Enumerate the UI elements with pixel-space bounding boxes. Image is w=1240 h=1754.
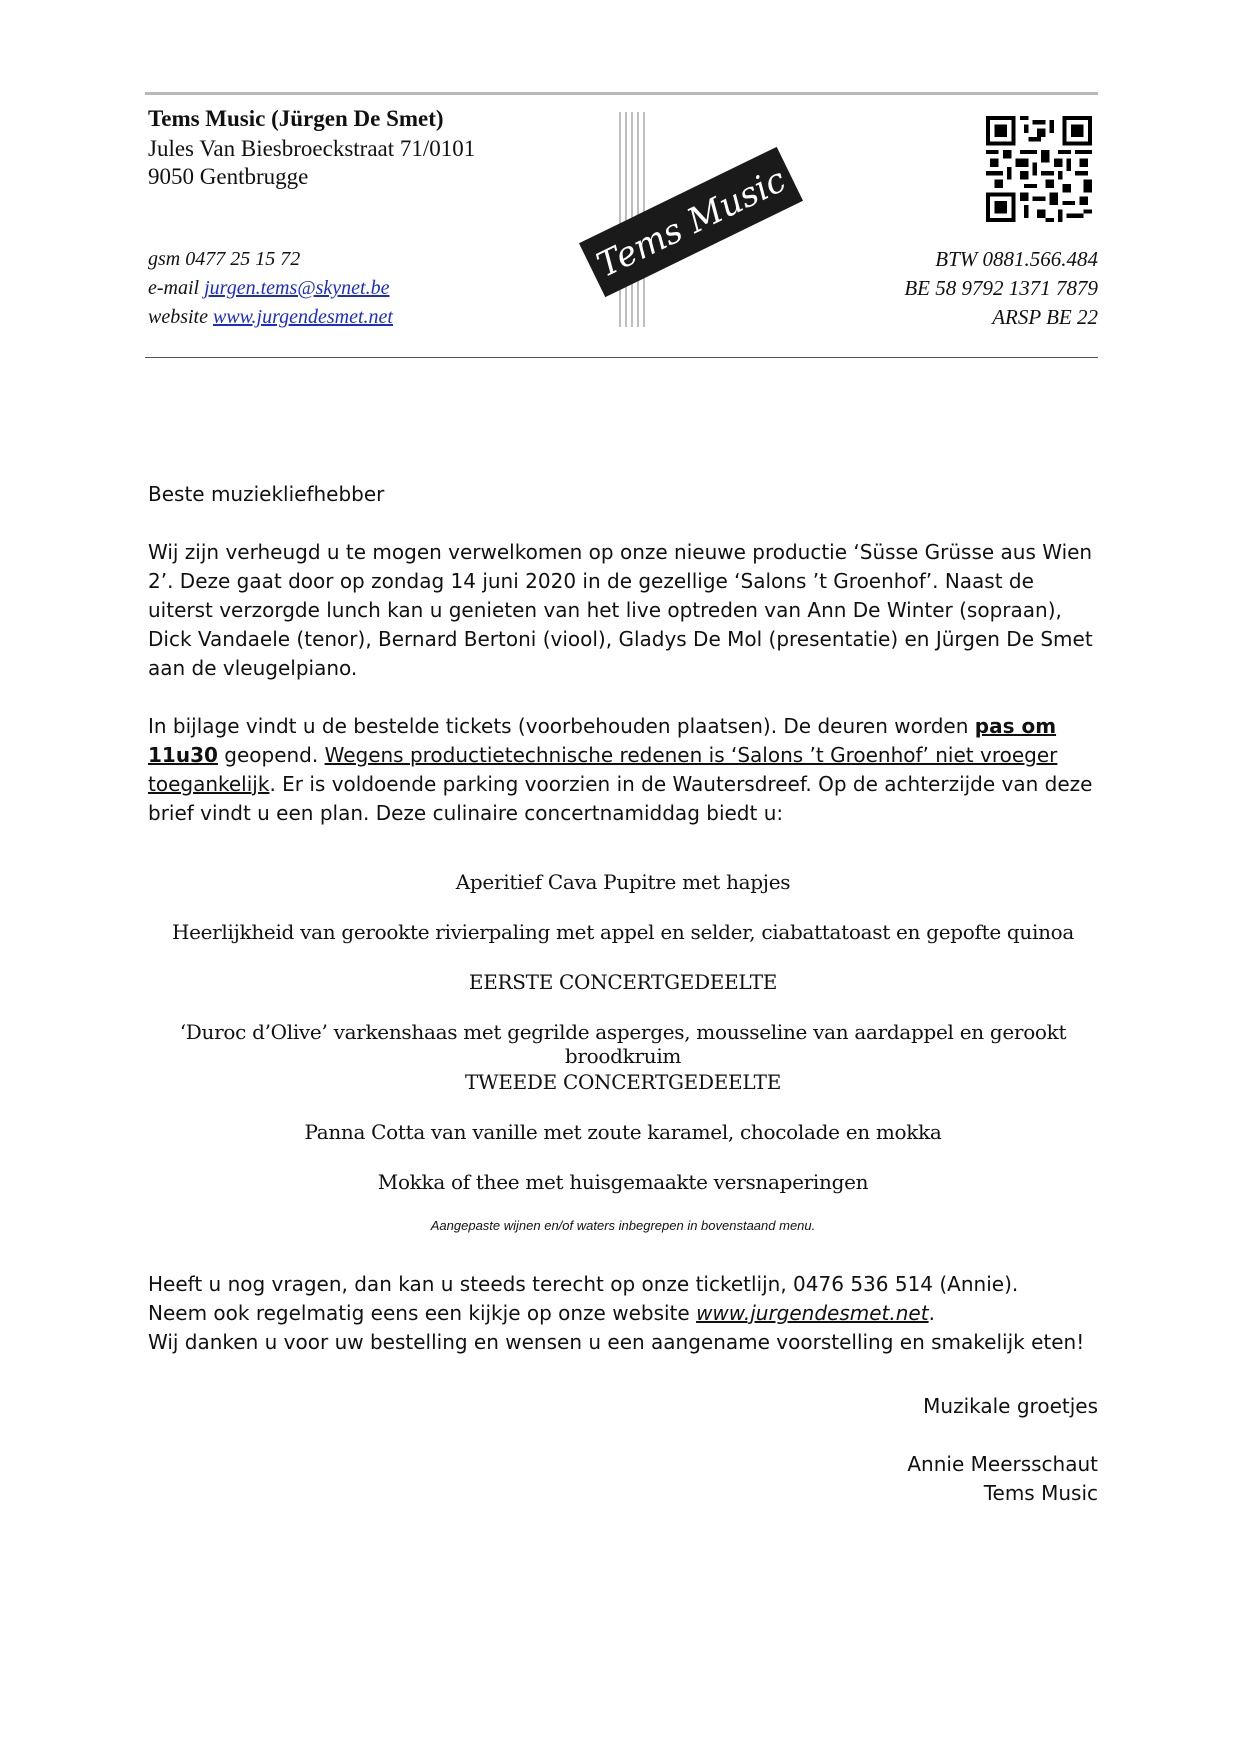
- arsp-number: ARSP BE 22: [992, 305, 1098, 329]
- address-line-1: Jules Van Biesbroeckstraat 71/0101: [148, 136, 476, 161]
- website-line: [148, 303, 393, 331]
- email-link[interactable]: jurgen.tems@skynet.be: [204, 277, 390, 299]
- menu-item: Aperitief Cava Pupitre met hapjes: [455, 870, 791, 894]
- email-label: e-mail: [148, 277, 205, 299]
- website-link-body[interactable]: www.jurgendesmet.net: [696, 1301, 929, 1325]
- email-line: [148, 274, 389, 302]
- menu-item: ‘Duroc d’Olive’ varkenshaas met gegrilde asperges, mousseline van aardappel en gerookt broodkruim: [179, 1020, 1067, 1068]
- gsm-number: gsm 0477 25 15 72: [148, 248, 301, 270]
- btw-number: BTW 0881.566.484: [935, 247, 1098, 271]
- contact-line-2-text: Neem ook regelmatig eens een kijkje op onze website: [148, 1301, 697, 1325]
- contact-line-3: Wij danken u voor uw bestelling en wensen u een aangename voorstelling en smakelijk eten!: [148, 1330, 1085, 1354]
- menu-note: Aangepaste wijnen en/of waters inbegrepen in bovenstaand menu.: [430, 1218, 816, 1233]
- greeting: Beste muziekliefhebber: [148, 482, 385, 506]
- door-time: pas om 11u30: [148, 714, 1057, 767]
- contact-line-1: Heeft u nog vragen, dan kan u steeds terecht op onze ticketlijn, 0476 536 514 (Annie).: [148, 1272, 1019, 1296]
- tickets-text-a: In bijlage vindt u de bestelde tickets (voorbehouden plaatsen). De deuren worden: [148, 714, 975, 738]
- contact-line-2-end: .: [928, 1301, 935, 1325]
- website-label: website: [148, 306, 213, 328]
- org-name: Tems Music (Jürgen De Smet): [148, 106, 444, 131]
- closing-regards: Muzikale groetjes: [923, 1394, 1098, 1418]
- intro-paragraph: Wij zijn verheugd u te mogen verwelkomen op onze nieuwe productie ‘Süsse Grüsse aus Wien 2’. Deze gaat door op zondag 14 juni 2020 in de gezellige ‘Salons ’t Groenhof’. Naast de uiterst verzorgde lunch kan u genieten van het live optreden van Ann De Winter (sopraan), Dick Vandaele (tenor), Bernard Bertoni (viool), Gladys De Mol (presentatie) en Jürgen De Smet aan de vleugelpiano.: [148, 540, 1093, 680]
- qr-code-icon: [986, 116, 1092, 222]
- header-top-rule: [145, 92, 1098, 95]
- signer-name: Annie Meersschaut: [907, 1452, 1098, 1476]
- menu-item: Panna Cotta van vanille met zoute karamel, chocolade en mokka: [304, 1120, 942, 1144]
- menu-item: Heerlijkheid van gerookte rivierpaling met appel en selder, ciabattatoast en gepofte quinoa: [171, 920, 1075, 944]
- contact-paragraph: [148, 1270, 1098, 1357]
- logo-text: Tems Music: [590, 160, 793, 286]
- tems-music-logo: [570, 112, 810, 327]
- menu-item: Mokka of thee met huisgemaakte versnaperingen: [377, 1170, 869, 1194]
- address-line-2: 9050 Gentbrugge: [148, 164, 309, 189]
- website-link[interactable]: www.jurgendesmet.net: [213, 306, 393, 328]
- tickets-text-c: . Er is voldoende parking voorzien in de Wautersdreef. Op de achterzijde van deze brief vindt u een plan. Deze culinaire concertnamiddag biedt u:: [148, 772, 1093, 825]
- access-notice: Wegens productietechnische redenen is ‘Salons ’t Groenhof’ niet vroeger toegankelijk: [148, 743, 1058, 796]
- signer-org: Tems Music: [983, 1481, 1098, 1505]
- iban-number: BE 58 9792 1371 7879: [904, 276, 1098, 300]
- header-bottom-rule: [145, 357, 1098, 358]
- menu-item: TWEEDE CONCERTGEDEELTE: [464, 1070, 782, 1094]
- tickets-text-b: geopend.: [217, 743, 325, 767]
- tickets-paragraph: [148, 712, 1098, 828]
- menu-item: EERSTE CONCERTGEDEELTE: [468, 970, 778, 994]
- contact-line-2: [148, 1299, 1098, 1328]
